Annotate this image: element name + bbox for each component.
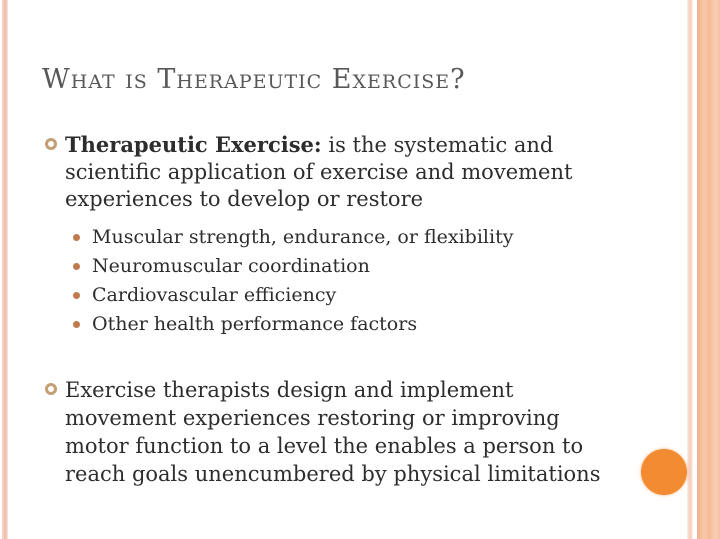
slide-title: What is Therapeutic Exercise? bbox=[42, 64, 466, 95]
sub-bullet-item-4 bbox=[92, 310, 632, 339]
bullet-ring-icon bbox=[45, 383, 57, 395]
bullet-1-line-3: experiences to develop or restore bbox=[65, 187, 424, 211]
bullet-item-1 bbox=[65, 131, 645, 213]
left-edge-stripe bbox=[2, 0, 8, 539]
bullet-1-line-2: scientific application of exercise and movement bbox=[65, 160, 573, 184]
sub-bullet-list bbox=[92, 223, 632, 339]
right-edge-band bbox=[697, 0, 720, 539]
bullet-dot-icon bbox=[73, 321, 80, 328]
bullet-1-line-1 bbox=[65, 131, 645, 159]
bullet-dot-icon bbox=[73, 263, 80, 270]
sub-bullet-item-2 bbox=[92, 252, 632, 281]
bullet-dot-icon bbox=[73, 292, 80, 299]
sub-bullet-item-2-label: Neuromuscular coordination bbox=[92, 255, 370, 277]
bullet-2-line-2: movement experiences restoring or improving bbox=[65, 406, 560, 430]
bullet-2-line-4: reach goals unencumbered by physical limitations bbox=[65, 462, 601, 486]
sub-bullet-item-3 bbox=[92, 281, 632, 310]
sub-bullet-item-1 bbox=[92, 223, 632, 252]
sub-bullet-item-1-label: Muscular strength, endurance, or flexibility bbox=[92, 226, 514, 248]
right-edge-thin-line bbox=[687, 0, 693, 539]
bullet-1-line-1-rest: is the systematic and bbox=[321, 133, 554, 157]
bullet-2-line-1: Exercise therapists design and implement bbox=[65, 378, 514, 402]
sub-bullet-item-3-label: Cardiovascular efficiency bbox=[92, 284, 337, 306]
bullet-1-bold-lead: Therapeutic Exercise: bbox=[65, 132, 322, 157]
bullet-dot-icon bbox=[73, 234, 80, 241]
bullet-2-line-3: motor function to a level the enables a person to bbox=[65, 434, 584, 458]
bullet-ring-icon bbox=[45, 138, 57, 150]
bullet-item-2 bbox=[65, 376, 665, 488]
sub-bullet-item-4-label: Other health performance factors bbox=[92, 313, 418, 335]
